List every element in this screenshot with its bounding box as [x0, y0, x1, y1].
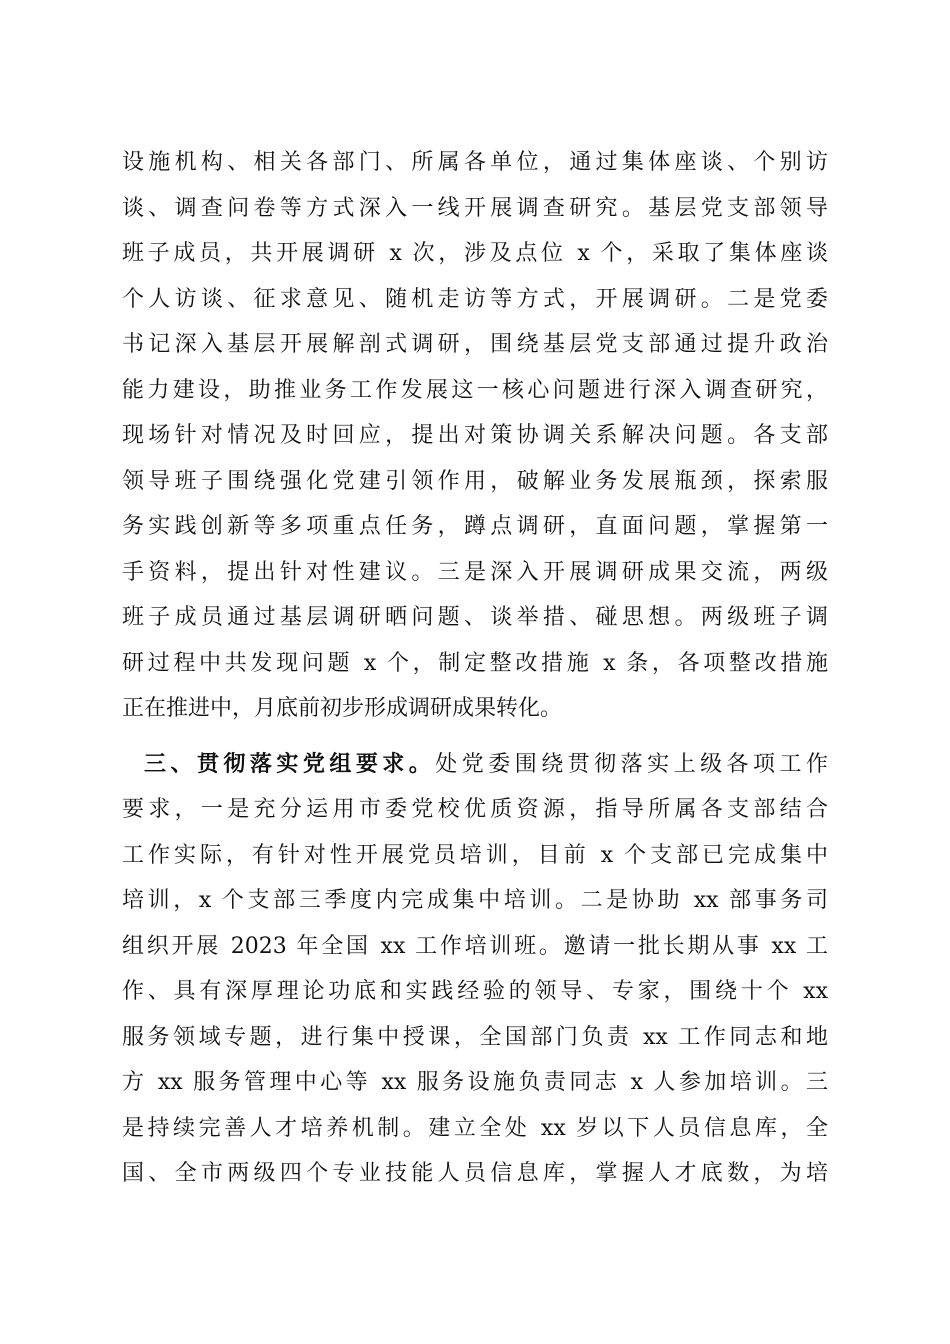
text-line: 作、具有深厚理论功底和实践经验的领导、专家，围绕十个 xx	[122, 979, 828, 1004]
text-line: 领导班子围绕强化党建引领作用，破解业务发展瓶颈，探索服	[122, 468, 828, 494]
text-line: 能力建设，助推业务工作发展这一核心问题进行深入调查研究，	[122, 377, 828, 403]
text-line: 正在推进中，月底前初步形成调研成果转化。	[122, 696, 563, 721]
document-page	[122, 140, 828, 1197]
heading-line	[122, 742, 828, 788]
heading-line-text: 处党委围绕贯彻落实上级各项工作	[435, 751, 828, 777]
text-line: 班子成员，共开展调研 x 次，涉及点位 x 个，采取了集体座谈	[122, 241, 828, 266]
text-line: 要求，一是充分运用市委党校优质资源，指导所属各支部结合	[122, 797, 828, 822]
text-line: 务实践创新等多项重点任务，蹲点调研，直面问题，掌握第一	[122, 514, 828, 539]
text-line: 个人访谈、征求意见、随机走访等方式，开展调研。二是党委	[122, 286, 828, 312]
text-line: 是持续完善人才培养机制。建立全处 xx 岁以下人员信息库，全	[122, 1115, 828, 1141]
text-line: 研过程中共发现问题 x 个，制定整改措施 x 条，各项整改措施	[122, 650, 828, 676]
text-line: 方 xx 服务管理中心等 xx 服务设施负责同志 x 人参加培训。三	[122, 1070, 828, 1095]
text-line: 工作实际，有针对性开展党员培训，目前 x 个支部已完成集中	[122, 842, 828, 868]
text-line: 班子成员通过基层调研晒问题、谈举措、碰思想。两级班子调	[122, 605, 828, 630]
text-line: 培训，x 个支部三季度内完成集中培训。二是协助 xx 部事务司	[122, 888, 828, 913]
text-line: 书记深入基层开展解剖式调研，围绕基层党支部通过提升政治	[122, 332, 828, 357]
text-line: 谈、调查问卷等方式深入一线开展调查研究。基层党支部领导	[122, 195, 828, 221]
text-line: 服务领域专题，进行集中授课，全国部门负责 xx 工作同志和地	[122, 1024, 828, 1050]
text-line: 组织开展 2023 年全国 xx 工作培训班。邀请一批长期从事 xx 工	[122, 933, 828, 959]
paragraph-gap	[122, 732, 828, 742]
paragraph-party-requirements	[122, 742, 828, 1197]
text-line: 国、全市两级四个专业技能人员信息库，掌握人才底数，为培	[122, 1161, 828, 1186]
text-line: 手资料，提出针对性建议。三是深入开展调研成果交流，两级	[122, 559, 828, 585]
text-line: 现场针对情况及时回应，提出对策协调关系解决问题。各支部	[122, 423, 828, 448]
text-line: 设施机构、相关各部门、所属各单位，通过集体座谈、个别访	[122, 150, 828, 175]
paragraph-research	[122, 140, 828, 732]
section-heading: 三、贯彻落实党组要求。	[144, 751, 436, 777]
